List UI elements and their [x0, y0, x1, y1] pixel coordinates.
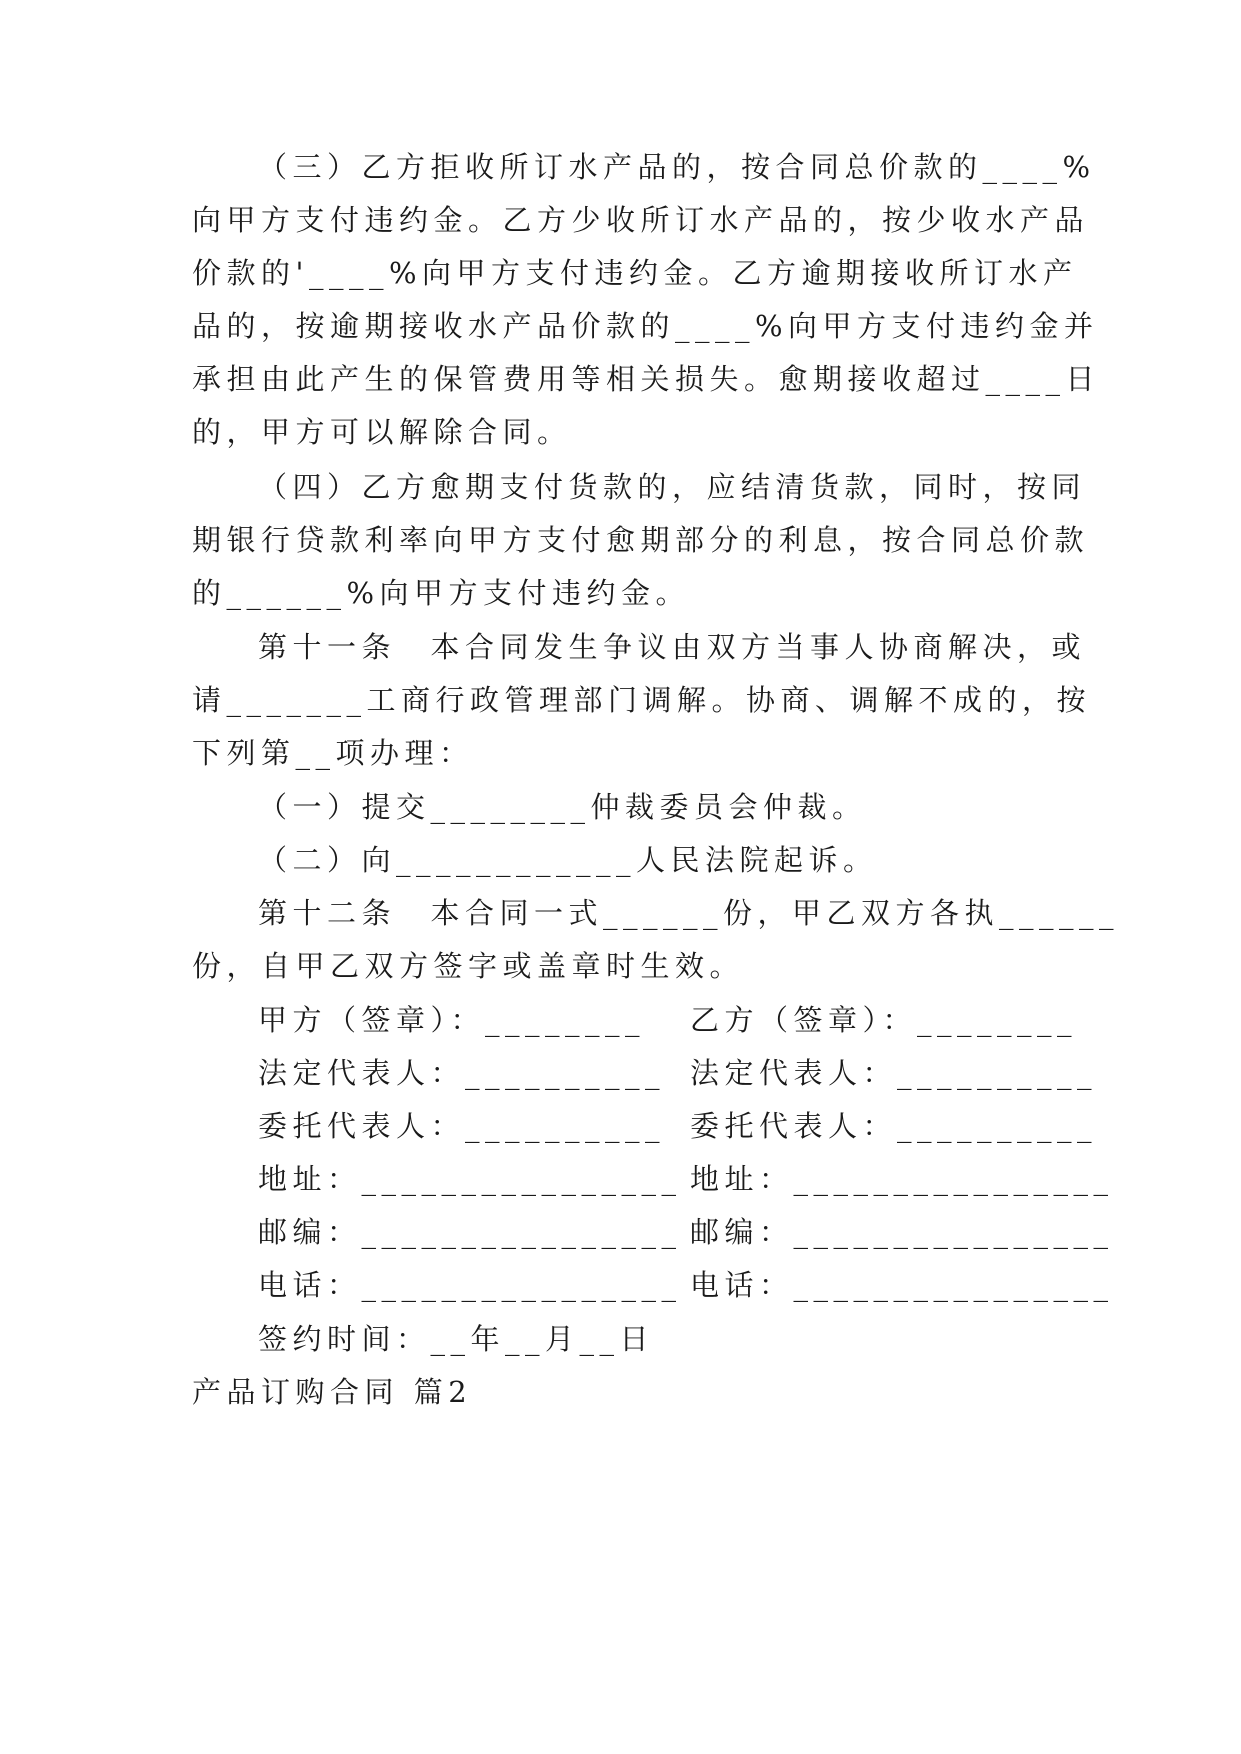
article-12-line-1: 第十二条 本合同一式______份，甲乙双方各执______ — [258, 896, 1120, 930]
party-b-phone: 电话：________________ — [690, 1268, 1114, 1302]
article-11-line-2: 请_______工商行政管理部门调解。协商、调解不成的，按 — [192, 683, 1092, 717]
party-a-authorized-rep: 委托代表人：__________ — [258, 1109, 666, 1143]
article-11-line-3: 下列第__项办理： — [192, 736, 474, 770]
party-b-address: 地址：________________ — [690, 1162, 1114, 1196]
party-b-postcode: 邮编：________________ — [690, 1215, 1114, 1249]
clause-4-line-2: 期银行贷款利率向甲方支付愈期部分的利息，按合同总价款 — [192, 523, 1090, 557]
party-b-authorized-rep: 委托代表人：__________ — [690, 1109, 1098, 1143]
party-a-postcode: 邮编：________________ — [258, 1215, 682, 1249]
clause-4-line-1: （四）乙方愈期支付货款的，应结清货款，同时，按同 — [258, 470, 1087, 504]
clause-3-line-2: 向甲方支付违约金。乙方少收所订水产品的，按少收水产品 — [192, 203, 1090, 237]
clause-3-line-3: 价款的'____%向甲方支付违约金。乙方逾期接收所订水产 — [192, 256, 1078, 290]
party-b-legal-rep: 法定代表人：__________ — [690, 1056, 1098, 1090]
party-a-phone: 电话：________________ — [258, 1268, 682, 1302]
clause-3-line-1: （三）乙方拒收所订水产品的，按合同总价款的____% — [258, 150, 1096, 184]
party-b-seal: 乙方（签章）：________ — [690, 1003, 1078, 1037]
clause-3-line-4: 品的，按逾期接收水产品价款的____%向甲方支付违约金并 — [192, 309, 1099, 343]
article-12-line-2: 份，自甲乙双方签字或盖章时生效。 — [192, 949, 745, 983]
clause-4-line-3: 的______%向甲方支付违约金。 — [192, 576, 691, 610]
clause-3-line-6: 的，甲方可以解除合同。 — [192, 415, 572, 449]
party-a-legal-rep: 法定代表人：__________ — [258, 1056, 666, 1090]
article-11-option-1: （一）提交________仲裁委员会仲裁。 — [258, 790, 867, 824]
article-11-option-2: （二）向____________人民法院起诉。 — [258, 843, 878, 877]
next-section-title: 产品订购合同 篇2 — [192, 1375, 473, 1409]
clause-3-line-5: 承担由此产生的保管费用等相关损失。愈期接收超过____日 — [192, 362, 1101, 396]
article-11-line-1: 第十一条 本合同发生争议由双方当事人协商解决，或 — [258, 630, 1087, 664]
party-a-seal: 甲方（签章）：________ — [258, 1003, 646, 1037]
party-a-address: 地址：________________ — [258, 1162, 682, 1196]
signing-date: 签约时间：__年__月__日 — [258, 1322, 655, 1356]
